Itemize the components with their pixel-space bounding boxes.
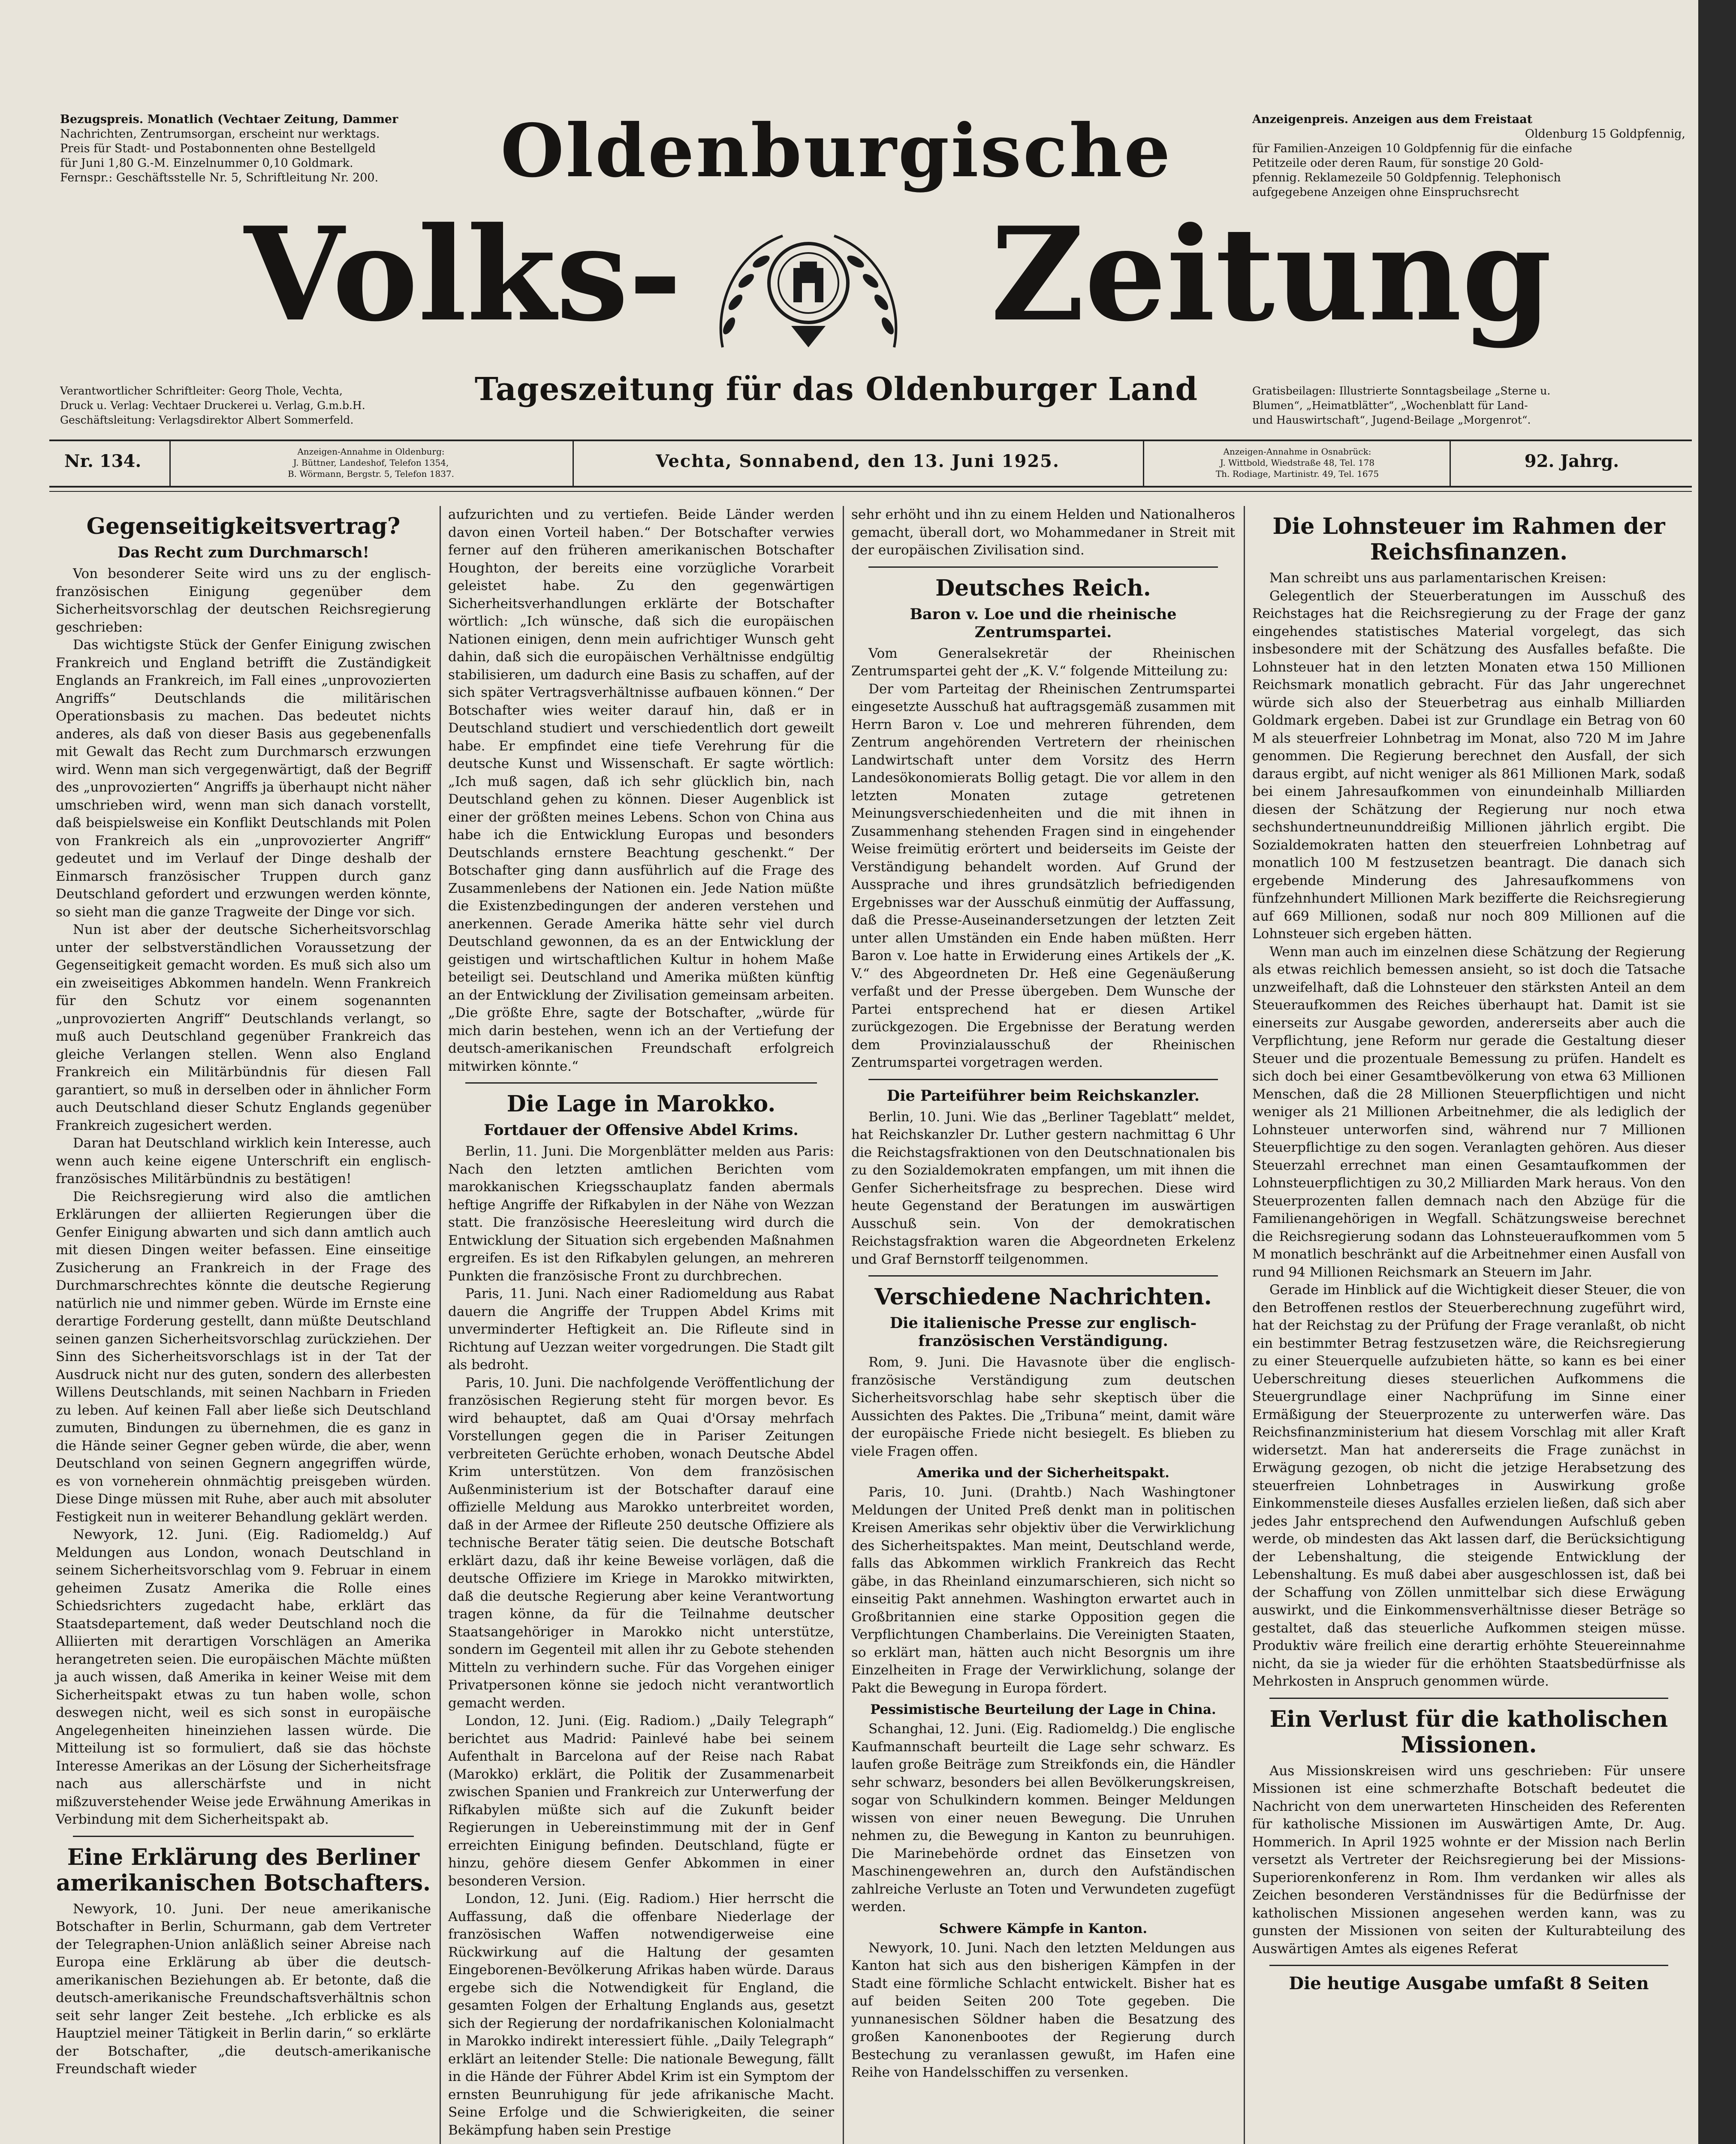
article-paragraph: Berlin, 10. Juni. Wie das „Berliner Tageblatt“ meldet, hat Reichskanzler Dr. Luther gestern nachmittag 6 Uhr die Reichstagsfraktionen von den Deutschnationalen bis zu den Sozialdemokraten empfangen, um mit ihnen die Genfer Sicherheitsfrage zu besprechen. Diese wird heute Gegenstand der Beratungen im auswärtigen Ausschuß sein. Von der demokratischen Reichstagsfraktion waren die Abgeordneten Erkelenz und Graf Bernstorff teilgenommen. — [851, 1109, 1235, 1267]
column-rule — [440, 506, 441, 2144]
dateline-rule-top — [49, 440, 1692, 441]
article-paragraph: Gerade im Hinblick auf die Wichtigkeit dieser Steuer, die von den Betroffenen restlos der Steuerberechnung zugeführt wird, hat der Reichstag zu der Prüfung der Frage veranlaßt, ob nicht ein bestimmter Betrag festzusetzen wäre, die Reichsregierung zu einer Steuerquelle aufzubieten hätte, so kann es bei einer Ueberschreitung dieses steuerlichen Aufkommens die Steuergrundlage einer Nachprüfung im Sinne einer Ermäßigung der Steuerprozente zu unterwerfen wäre. Das Reichsfinanzministerium hat diesem Vorschlag mit aller Kraft widersetzt. Man hat andererseits die Frage zunächst in Erwägung gezogen, ob nicht die jetzige Herabsetzung des steuerfreien Lohnbetrages in Auswirkung große Einkommensteile dieses Ausfalles erzielen ließen, daß sich aber jedes Jahr entsprechend den Aufwendungen Aufschluß geben werde, ob mindesten das Akt lassen darf, die Berücksichtigung der Lebenshaltung, die steigende Entwicklung der Lebenshaltung. Es muß dabei aber ausgeschlossen ist, daß bei der Schaffung von Zöllen unmittelbar sich diese Erwägung auswirkt, und die Einkommensverhältnisse dieser Beträge so gestaltet, daß das steuerliche Aufkommen steigen müsse. Produktiv wäre freilich eine derartig erhöhte Steuereinnahme nicht, da sie ja wieder für die erhöhten Staatsbedürfnisse als Mehrkosten in Anspruch genommen würde. — [1252, 1282, 1685, 1689]
anzeigenpreis-block — [1252, 112, 1685, 200]
crest-emblem-icon — [697, 219, 920, 360]
verantwortlich-line: Druck u. Verlag: Vechtaer Druckerei u. Verlag, G.m.b.H. — [60, 399, 365, 412]
annahme-osnabrueck — [1154, 446, 1441, 479]
column-1 — [56, 506, 431, 2078]
article-paragraph: Der vom Parteitag der Rheinischen Zentrumspartei eingesetzte Ausschuß hat auftragsgemäß zusammen mit Herrn Baron v. Loe und mehreren führenden, dem Zentrum angehörenden Vertretern der rheinischen Landwirtschaft unter dem Vorsitz des Herrn Landesökonomierats Bollig getagt. Die vor allem in den letzten Monaten zutage getretenen Meinungsverschiedenheiten und die mit ihnen in Zusammenhang stehenden Fragen sind in eingehender Weise freimütig erörtert und beiderseits im Geiste der Verständigung behandelt worden. Auf Grund der Aussprache und ihres grundsätzlich befriedigenden Ergebnisses war der Ausschuß einmütig der Auffassung, daß die Presse-Auseinandersetzungen der letzten Zeit unter allen Umständen ein Ende haben müßten. Herr Baron v. Loe hatte in Erwiderung eines Artikels der „K. V.“ des Abgeordneten Dr. Heß eine Gegenäußerung verfaßt und der Presse übergeben. Dem Wunsche der Partei entsprechend hat er diesen Artikel zurückgezogen. Die Ergebnisse der Beratung werden dem Provinzialausschuß der Rheinischen Zentrumspartei vorgetragen werden. — [851, 681, 1235, 1070]
dateline: Vechta, Sonnabend, den 13. Juni 1925. — [656, 451, 1060, 471]
article-paragraph: Man schreibt uns aus parlamentarischen Kreisen: — [1269, 570, 1606, 586]
column-rule — [843, 506, 844, 2144]
article-paragraph: Nun ist aber der deutsche Sicherheitsvorschlag unter der selbstverständlichen Voraussetzung der Gegenseitigkeit gemacht worden. Es muß sich also um ein zweiseitiges Abkommen handeln. Wenn Frankreich für den Schutz vor einem sogenannten „unprovozierten Angriff“ Deutschlands verlangt, so muß auch Deutschland gegenüber Frankreich das gleiche Verlangen stellen. Wenn also England Frankreich ein Militärbündnis für diesen Fall garantiert, so muß in derselben oder in ähnlicher Form auch Deutschland dieser Schutz Englands gegenüber Frankreich zugesichert werden. — [56, 922, 431, 1133]
anzeigenpreis-line: für Familien-Anzeigen 10 Goldpfennig für die einfache — [1252, 142, 1572, 155]
annahme-line: Anzeigen-Annahme in Oldenburg: — [297, 446, 445, 457]
bezugspreis-block — [60, 112, 416, 185]
article-subheadline: Das Recht zum Durchmarsch! — [118, 544, 369, 561]
verantwortlich-block — [60, 384, 446, 428]
column-rule — [1244, 506, 1245, 2144]
article-paragraph: Berlin, 11. Juni. Die Morgenblätter melden aus Paris: Nach den letzten amtlichen Berichten vom marokkanischen Kriegsschauplatz fanden abermals heftige Angriffe der Rifkabylen in der Nähe von Wezzan statt. Die französische Heeresleitung wird durch die Entwicklung der Situation sich ergebenden Maßnahmen ergreifen. Es ist den Rifkabylen gelungen, an mehreren Punkten die französische Front zu durchbrechen. — [448, 1144, 834, 1284]
bezugspreis-line: Nachrichten, Zentrumsorgan, erscheint nur werktags. — [60, 127, 380, 141]
article-paragraph: London, 12. Juni. (Eig. Radiom.) „Daily Telegraph“ berichtet aus Madrid: Painlevé habe bei seinem Aufenthalt in Barcelona auf der Reise nach Rabat (Marokko) erklärt, die Politik der Zusammenarbeit zwischen Spanien und Frankreich zur Unterwerfung der Rifkabylen müßte sich auf die Zukunft beider Regierungen in Uebereinstimmung mit der in Genf erreichten Einigung befinden. Deutschland, fügte er hinzu, gehöre diesem Genfer Abkommen in einer besonderen Version. — [448, 1713, 834, 1889]
article-paragraph: Newyork, 10. Juni. Nach den letzten Meldungen aus Kanton hat sich aus den bisherigen Kämpfen in der Stadt eine förmliche Schlacht entwickelt. Bisher hat es auf beiden Seiten 200 Tote gegeben. Die yunnanesischen Söldner haben die Besatzung des großen Kanonenbootes der Regierung durch Bestechung zu veranlassen gewußt, im Hafen eine Reihe von Handelsschiffen zu versenken. — [851, 1940, 1235, 2080]
column-2 — [448, 506, 834, 2139]
article-paragraph: Das wichtigste Stück der Genfer Einigung zwischen Frankreich und England betrifft die Zuständigkeit Englands an Frankreich, im Fall eines „unprovozierten Angriffs“ Deutschlands die militärischen Operationsbasis zu machen. Das bedeutet nichts anderes, als daß von dieser Basis aus gegebenenfalls mit Gewalt das Recht zum Durchmarsch erzwungen wird. Wenn man sich vergegenwärtigt, daß der Begriff des „unprovozierten“ Angriffs ja überhaupt nicht näher umschrieben wird, wenn man sich danach vorstellt, daß beispielsweise ein Konflikt Deutschlands mit Polen von Frankreich als ein „unprovozierter Angriff“ gedeutet und im Verlauf der Dinge deshalb der Einmarsch französischer Truppen durch ganz Deutschland gefordert und erzwungen werden könnte, so sieht man die ganze Tragweite der Dinge vor sich. — [56, 637, 431, 920]
article-paragraph: Wenn man auch im einzelnen diese Schätzung der Regierung als etwas reichlich bemessen ansieht, so ist doch die Tatsache unzweifelhaft, daß die Lohnsteuer den stärksten Anteil an dem Steueraufkommen des Reiches überhaupt hat. Damit ist sie einerseits zur Ausgabe geworden, andererseits aber auch die Verpflichtung, jene Reform nur gerade die Gestaltung dieser Steuer und die prozentuale Bemessung zu prüfen. Handelt es sich doch bei einer Gesamtbevölkerung von etwa 63 Millionen Menschen, daß die 28 Millionen Steuerpflichtigen und nicht weniger als 21 Millionen Arbeitnehmer, die als lediglich der Lohnsteuer unterworfen sind, während nur 7 Millionen Steuerpflichtige zu den sogen. Veranlagten gehören. Aus dieser Steuerzahl errechnet man einen Gesamtaufkommen der Lohnsteuerpflichtigen zu 30,2 Milliarden Mark heraus. Von den Steuerprozenten fallen demnach nach den Abzüge für die Familienangehörigen in Wegfall. Schätzungsweise berechnet die Reichsregierung sodann das Lohnsteueraufkommen vom 5 M monatlich beschränkt auf die Arbeitnehmer einen Ausfall von rund 94 Millionen Reichsmark an Steuern im Jahr. — [1252, 944, 1685, 1280]
anzeigenpreis-line: Anzeigenpreis. Anzeigen aus dem Freistaat — [1252, 113, 1533, 126]
masthead-title-right: Zeitung — [991, 199, 1552, 350]
gratisbeilagen-block — [1252, 384, 1685, 428]
article-paragraph: Paris, 11. Juni. Nach einer Radiomeldung aus Rabat dauern die Angriffe der Truppen Abdel Krims mit unverminderter Heftigkeit an. Die Rifleute sind in Richtung auf Uezzan weiter vorgedrungen. Die Stadt gilt als bedroht. — [448, 1286, 834, 1373]
article-paragraph: sehr erhöht und ihn zu einem Helden und Nationalheros gemacht, überall dort, wo Mohammedaner in Streit mit der europäischen Zivilisation sind. — [851, 507, 1235, 558]
column-3 — [851, 506, 1235, 2082]
article-headline: Gegenseitigkeitsvertrag? — [86, 513, 401, 539]
article-paragraph: Aus Missionskreisen wird uns geschrieben: Für unsere Missionen ist eine schmerzhafte Botschaft bedeutet die Nachricht von dem unerwarteten Hinscheiden des Referenten für katholische Missionen im Auswärtigen Amte, Dr. Aug. Hommerich. In April 1925 wohnte er der Mission nach Berlin versetzt als Vertreter der Reichsregierung bei der Missions-Superiorenkonferenz in Rom. Ihm verdanken wir alles als Zeichen besonderen Verständnisses für die Bedürfnisse der katholischen Missionen angesehen werden kann, was zu gunsten der Missionen von seiten der Kulturabteilung des Auswärtigen Amtes als eigenes Referat — [1252, 1763, 1685, 1957]
bezugspreis-line: Fernspr.: Geschäftsstelle Nr. 5, Schriftleitung Nr. 200. — [60, 171, 379, 184]
article-headline: Verschiedene Nachrichten. — [874, 1284, 1212, 1310]
article-subheadline: Fortdauer der Offensive Abdel Krims. — [484, 1121, 799, 1139]
masthead-subtitle: Tageszeitung für das Oldenburger Land — [474, 371, 1198, 408]
issue-number: Nr. 134. — [64, 451, 142, 471]
anzeigenpreis-line: pfennig. Reklamezeile 50 Goldpfennig. Telephonisch — [1252, 171, 1561, 184]
article-paragraph: Paris, 10. Juni. Die nachfolgende Veröffentlichung der französischen Regierung steht für morgen bevor. Es wird behauptet, daß am Quai d'Orsay mehrfach Vorstellungen gegen die in Pariser Zeitungen verbreiteten Gerüchte erhoben, wonach Deutsche Abdel Krim unterstützen. Von dem französischen Außenministerium ist der Botschafter darauf eine offizielle Meldung aus Marokko unterbreitet worden, daß in der Armee der Rifleute 250 deutsche Offiziere als technische Berater tätig seien. Die deutsche Botschaft erklärt dazu, daß ihr keine Beweise vorlägen, daß die deutsche Offiziere im Kriege in Marokko mitwirkten, daß die deutsche Regierung aber keine Verantwortung tragen könne, da für die Teilnahme deutscher Staatsangehöriger in Marokko nicht unterstütze, sondern im Gegenteil mit allen ihr zu Gebote stehenden Mitteln zu verhindern suche. Für das Vorgehen einiger Privatpersonen könne sie jedoch nicht verantwortlich gemacht werden. — [448, 1375, 834, 1711]
bezugspreis-line: Bezugspreis. Monatlich (Vechtaer Zeitung, Dammer — [60, 113, 398, 126]
article-subheadline: Die Parteiführer beim Reichskanzler. — [886, 1087, 1200, 1105]
scan-edge — [1698, 0, 1736, 2144]
verantwortlich-line: Geschäftsleitung: Verlagsdirektor Albert Sommerfeld. — [60, 414, 354, 426]
column-4 — [1252, 506, 1685, 1993]
gratisbeilagen-line: Blumen“, „Heimatblätter“, „Wochenblatt für Land- — [1252, 399, 1528, 412]
anzeigenpreis-line: Oldenburg 15 Goldpfennig, — [1525, 127, 1685, 141]
annahme-line: Th. Rodiage, Martinistr. 49, Tel. 1675 — [1215, 469, 1379, 479]
bezugspreis-line: für Juni 1,80 G.-M. Einzelnummer 0,10 Goldmark. — [60, 157, 353, 170]
article-paragraph: Newyork, 10. Juni. Der neue amerikanische Botschafter in Berlin, Schurmann, gab dem Vertreter der Telegraphen-Union anläßlich seiner Abreise nach Europa eine Erklärung ab über die deutsch-amerikanischen Beziehungen ab. Er betonte, daß die deutsch-amerikanische Freundschaftsverhältnis schon seit sehr langer Zeit bestehe. „Ich erblicke es als Hauptziel meiner Tätigkeit in Berlin darin,“ so erklärte der Botschafter, „die deutsch-amerikanische Freundschaft wieder — [56, 1901, 431, 2077]
annahme-line: Anzeigen-Annahme in Osnabrück: — [1223, 446, 1371, 457]
dateline-divider — [1143, 440, 1144, 488]
article-headline: Deutsches Reich. — [935, 575, 1151, 601]
article-separator — [73, 1836, 414, 1837]
article-paragraph: Vom Generalsekretär der Rheinischen Zentrumspartei geht der „K. V.“ folgende Mitteilung zu: — [851, 645, 1235, 679]
article-headline: Ein Verlust für die katholischen Missionen. — [1269, 1706, 1668, 1758]
article-separator — [868, 1275, 1218, 1277]
article-paragraph: Schanghai, 12. Juni. (Eig. Radiomeldg.) Die englische Kaufmannschaft beurteilt die Lage sehr schwarz. Es laufen große Beiträge zum Streikfonds ein, die Händler sehr schwarz, besonders bei allen Bevölkerungskreisen, sogar von Schulkindern kommen. Beinger Meldungen wissen von einer neuen Bewegung. Die Unruhen nehmen zu, die Bewegung in Kanton zu beunruhigen. Die Marinebehörde ordnet das Einsetzen von Maschinengewehren an, durch den Aufständischen zahlreiche Verluste an Toten und Verwundeten zugefügt werden. — [851, 1721, 1235, 1915]
annahme-line: B. Wörmann, Bergstr. 5, Telefon 1837. — [287, 469, 455, 479]
bezugspreis-line: Preis für Stadt- und Postabonnenten ohne Bestellgeld — [60, 142, 376, 155]
masthead-title-top: Oldenburgische — [500, 108, 1172, 194]
article-separator — [465, 1082, 817, 1084]
verantwortlich-line: Verantwortlicher Schriftleiter: Georg Thole, Vechta, — [60, 385, 343, 397]
article-headline: Eine Erklärung des Berliner amerikanischen Botschafters. — [56, 1844, 431, 1896]
article-paragraph: Paris, 10. Juni. (Drahtb.) Nach Washingtoner Meldungen der United Preß denkt man in politischen Kreisen Amerikas sehr objektiv über die Verwirklichung des Sicherheitspaktes. Man meint, Deutschland werde, falls das Abkommen wirklich Frankreich das Recht gäbe, in das Rheinland einzumarschieren, sich nicht so einseitig Pakt annehmen. Washington erwartet auch in Großbritannien eine starke Opposition gegen die Verpflichtungen Chamberlains. Die Vereinigten Staaten, so erklärt man, hätten auch nicht Besorgnis um ihre Einzelheiten in Frage der Verwirklichung, solange der Pakt die Bewegung in Europa fördert. — [851, 1485, 1235, 1696]
article-paragraph: Rom, 9. Juni. Die Havasnote über die englisch-französische Verständigung zum deutschen Sicherheitsvorschlag habe sehr skeptisch über die Aussichten des Paktes. Die „Tribuna“ meint, damit wäre der europäische Friede nicht besiegelt. Es blieben zu viele Fragen offen. — [851, 1355, 1235, 1459]
article-paragraph: aufzurichten und zu vertiefen. Beide Länder werden davon einen Vorteil haben.“ Der Botschafter verwies ferner auf den früheren amerikanischen Botschafter Houghton, der bereits eine vorzügliche Vorarbeit geleistet habe. Zu den gegenwärtigen Sicherheitsverhandlungen erklärte der Botschafter wörtlich: „Ich wünsche, daß sich die europäischen Nationen einigen, denn mein aufrichtiger Wunsch geht dahin, daß sich die europäischen Verhältnisse endgültig stabilisieren, um dadurch eine Basis zu schaffen, auf der sich später Vertragsverhältnisse aufbauen können.“ Der Botschafter wies weiter darauf hin, daß er in Deutschland studiert und verschiedentlich dort geweilt habe. Er empfindet eine tiefe Verehrung für die deutsche Kunst und Wissenschaft. Er sagte wörtlich: „Ich muß sagen, daß ich sehr glücklich bin, nach Deutschland gehen zu können. Dieser Augenblick ist einer der größten meines Lebens. Schon von China aus habe ich die Entwicklung Europas und besonders Deutschlands ernstere Beachtung geschenkt.“ Der Botschafter ging dann ausführlich auf die Frage des Zusammenlebens der Nationen ein. Jede Nation müßte die Existenzbedingungen der anderen verstehen und anerkennen. Gerade Amerika hätte sehr viel durch Deutschland gewonnen, da es an der Entwicklung der geistigen und wirtschaftlichen Kultur in hohem Maße beteiligt sei. Deutschland und Amerika müßten künftig an der Entwicklung der Zivilisation gemeinsam arbeiten. „Die größte Ehre, sagte der Botschafter, „würde für mich darin bestehen, wenn ich an der Vertiefung der deutsch-amerikanischen Freundschaft erfolgreich mitwirken könnte.“ — [448, 507, 834, 1074]
article-paragraph: Daran hat Deutschland wirklich kein Interesse, auch wenn auch keine eigene Unterschrift ein englisch-französisches Militärbündnis zu bestätigen! — [56, 1135, 431, 1186]
article-separator — [1269, 1698, 1668, 1699]
edition-note: Die heutige Ausgabe umfaßt 8 Seiten — [1289, 1973, 1649, 1993]
gratisbeilagen-line: Gratisbeilagen: Illustrierte Sonntagsbeilage „Sterne u. — [1252, 385, 1551, 397]
article-subheadline: Baron v. Loe und die rheinische Zentrumspartei. — [910, 605, 1177, 641]
article-paragraph: Gelegentlich der Steuerberatungen im Ausschuß des Reichstages hat die Reichsregierung zu der Frage der ganz eingehendes statistisches Material vorgelegt, das sich insbesondere mit der Schätzung des Ausfalles befaßte. Die Lohnsteuer hat in den letzten Monaten etwa 150 Millionen Reichsmark monatlich gebracht. Für das Jahr ungerechnet würde sich also der Steuerbetrag aus einhalb Milliarden Goldmark ergeben. Dabei ist zur Grundlage ein Betrag von 60 M als steuerfreier Lohnbetrag im Monat, also 720 M im Jahre genommen. Die Regierung berechnet den Ausfall, der sich daraus ergibt, auf nicht weniger als 861 Millionen Mark, sodaß bei einem Jahresaufkommen von einundeinhalb Milliarden diesen der Schätzung der Regierung nur noch etwa sechshundertneununddreißig Millionen jährlich ergibt. Die Sozialdemokraten hatten den steuerfreien Lohnbetrag auf monatlich 100 M festzusetzen beantragt. Die danach sich ergebende Minderung des Jahresaufkommens von fünfzehnhundert Millionen Mark bezifferte die Reichsregierung auf 669 Millionen, sodaß nur noch 809 Millionen auf die Lohnsteuer sich ergeben hätten. — [1252, 588, 1685, 942]
article-subheadline: Die italienische Presse zur englisch-französischen Verständigung. — [889, 1314, 1197, 1350]
dateline-divider — [573, 440, 574, 488]
annahme-line: J. Wittbold, Wiedstraße 48, Tel. 178 — [1220, 458, 1375, 468]
gratisbeilagen-line: und Hauswirtschaft“, Jugend-Beilage „Morgenrot“. — [1252, 414, 1531, 426]
article-headline: Die Lohnsteuer im Rahmen der Reichsfinanzen. — [1272, 513, 1665, 565]
article-separator — [868, 1079, 1218, 1080]
dateline-rule-bottom2 — [49, 491, 1692, 492]
article-subheadline: Schwere Kämpfe in Kanton. — [939, 1921, 1148, 1936]
article-separator — [1269, 1965, 1668, 1966]
dateline-divider — [169, 440, 171, 488]
dateline-divider — [1450, 440, 1451, 488]
anzeigenpreis-line: aufgegebene Anzeigen ohne Einspruchsrecht — [1252, 186, 1519, 199]
anzeigenpreis-line: Petitzeile oder deren Raum, für sonstige 20 Gold- — [1252, 157, 1543, 170]
article-paragraph: London, 12. Juni. (Eig. Radiom.) Hier herrscht die Auffassung, daß die offenbare Niederlage der französischen Waffen notwendigerweise eine Rückwirkung auf die Haltung der gesamten Eingeborenen-Bevölkerung Afrikas haben würde. Daraus ergebe sich die Notwendigkeit für England, die gesamten Folgen der Erhaltung Englands aus, gesetzt sich der Regierung der nordafrikanischen Kolonialmacht in Marokko indirekt interessiert fühle. „Daily Telegraph“ erklärt an leitender Stelle: Die nationale Bewegung, fällt in die Hände der Führer Abdel Krim ist ein Symptom der ernsten Beunruhigung für jede afrikanische Macht. Seine Erfolge und die Schwierigkeiten, die seiner Bekämpfung haben sein Prestige — [448, 1891, 834, 2138]
article-separator — [868, 566, 1218, 568]
masthead-title-left: Volks- — [244, 199, 682, 350]
article-headline: Die Lage in Marokko. — [506, 1091, 776, 1117]
annahme-oldenburg — [180, 446, 562, 479]
article-subheadline: Amerika und der Sicherheitspakt. — [917, 1465, 1169, 1481]
article-subheadline: Pessimistische Beurteilung der Lage in China. — [870, 1702, 1216, 1717]
article-paragraph: Von besonderer Seite wird uns zu der englisch-französischen Einigung gegenüber dem Sicherheitsvorschlag der deutschen Reichsregierung geschrieben: — [56, 566, 431, 635]
dateline-rule-bottom — [49, 486, 1692, 488]
annahme-line: J. Büttner, Landeshof, Telefon 1354, — [293, 458, 449, 468]
article-paragraph: Newyork, 12. Juni. (Eig. Radiomeldg.) Auf Meldungen aus London, wonach Deutschland in seinem Sicherheitsvorschlag vom 9. Februar in einem geheimen Zusatz Amerika die Rolle eines Schiedsrichters zugedacht habe, erklärt das Staatsdepartement, daß weder Deutschland noch die Alliierten mit derartigen Vorschlägen an Amerika herangetreten seien. Die europäischen Mächte müßten ja auch wissen, daß Amerika in keiner Weise mit dem Sicherheitspakt etwas zu tun haben wolle, schon deswegen nicht, weil es sich sonst in europäische Angelegenheiten hineinziehen lassen würde. Die Mitteilung ist so formuliert, daß sie das höchste Interesse Amerikas an der Lösung der Sicherheitsfrage nach aus allerschärfste und in nicht mißzuverstehender Weise jede Erwähnung Amerikas in Verbindung mit dem Sicherheitspakt ab. — [56, 1527, 431, 1827]
jahrgang: 92. Jahrg. — [1524, 451, 1619, 471]
article-paragraph: Die Reichsregierung wird also die amtlichen Erklärungen der alliierten Regierungen über die Genfer Einigung abwarten und sich dann amtlich auch mit diesen Dingen weiter befassen. Eine einseitige Zusicherung an Frankreich in der Frage des Durchmarschrechtes könnte die deutsche Regierung natürlich nie und nimmer geben. Würde im Ernste eine derartige Forderung gestellt, dann müßte Deutschland seinen ganzen Sicherheitsvorschlag zurückziehen. Der Sinn des Sicherheitsvorschlags ist in der Tat der Ausdruck nicht nur des guten, sondern des allerbesten Willens Deutschlands, mit seinen Nachbarn in Frieden zu leben. Auf keinen Fall aber ließe sich Deutschland zumuten, Bindungen zu übernehmen, die es ganz in die Hände seiner Gegner geben würde, die aber, wenn Deutschland von seinen Gegnern angegriffen würde, es von vorneherein ohnmächtig preisgeben würden. Diese Dinge müssen mit Ruhe, aber auch mit absoluter Festigkeit nun in weiterer Behandlung geklärt werden. — [56, 1189, 431, 1525]
